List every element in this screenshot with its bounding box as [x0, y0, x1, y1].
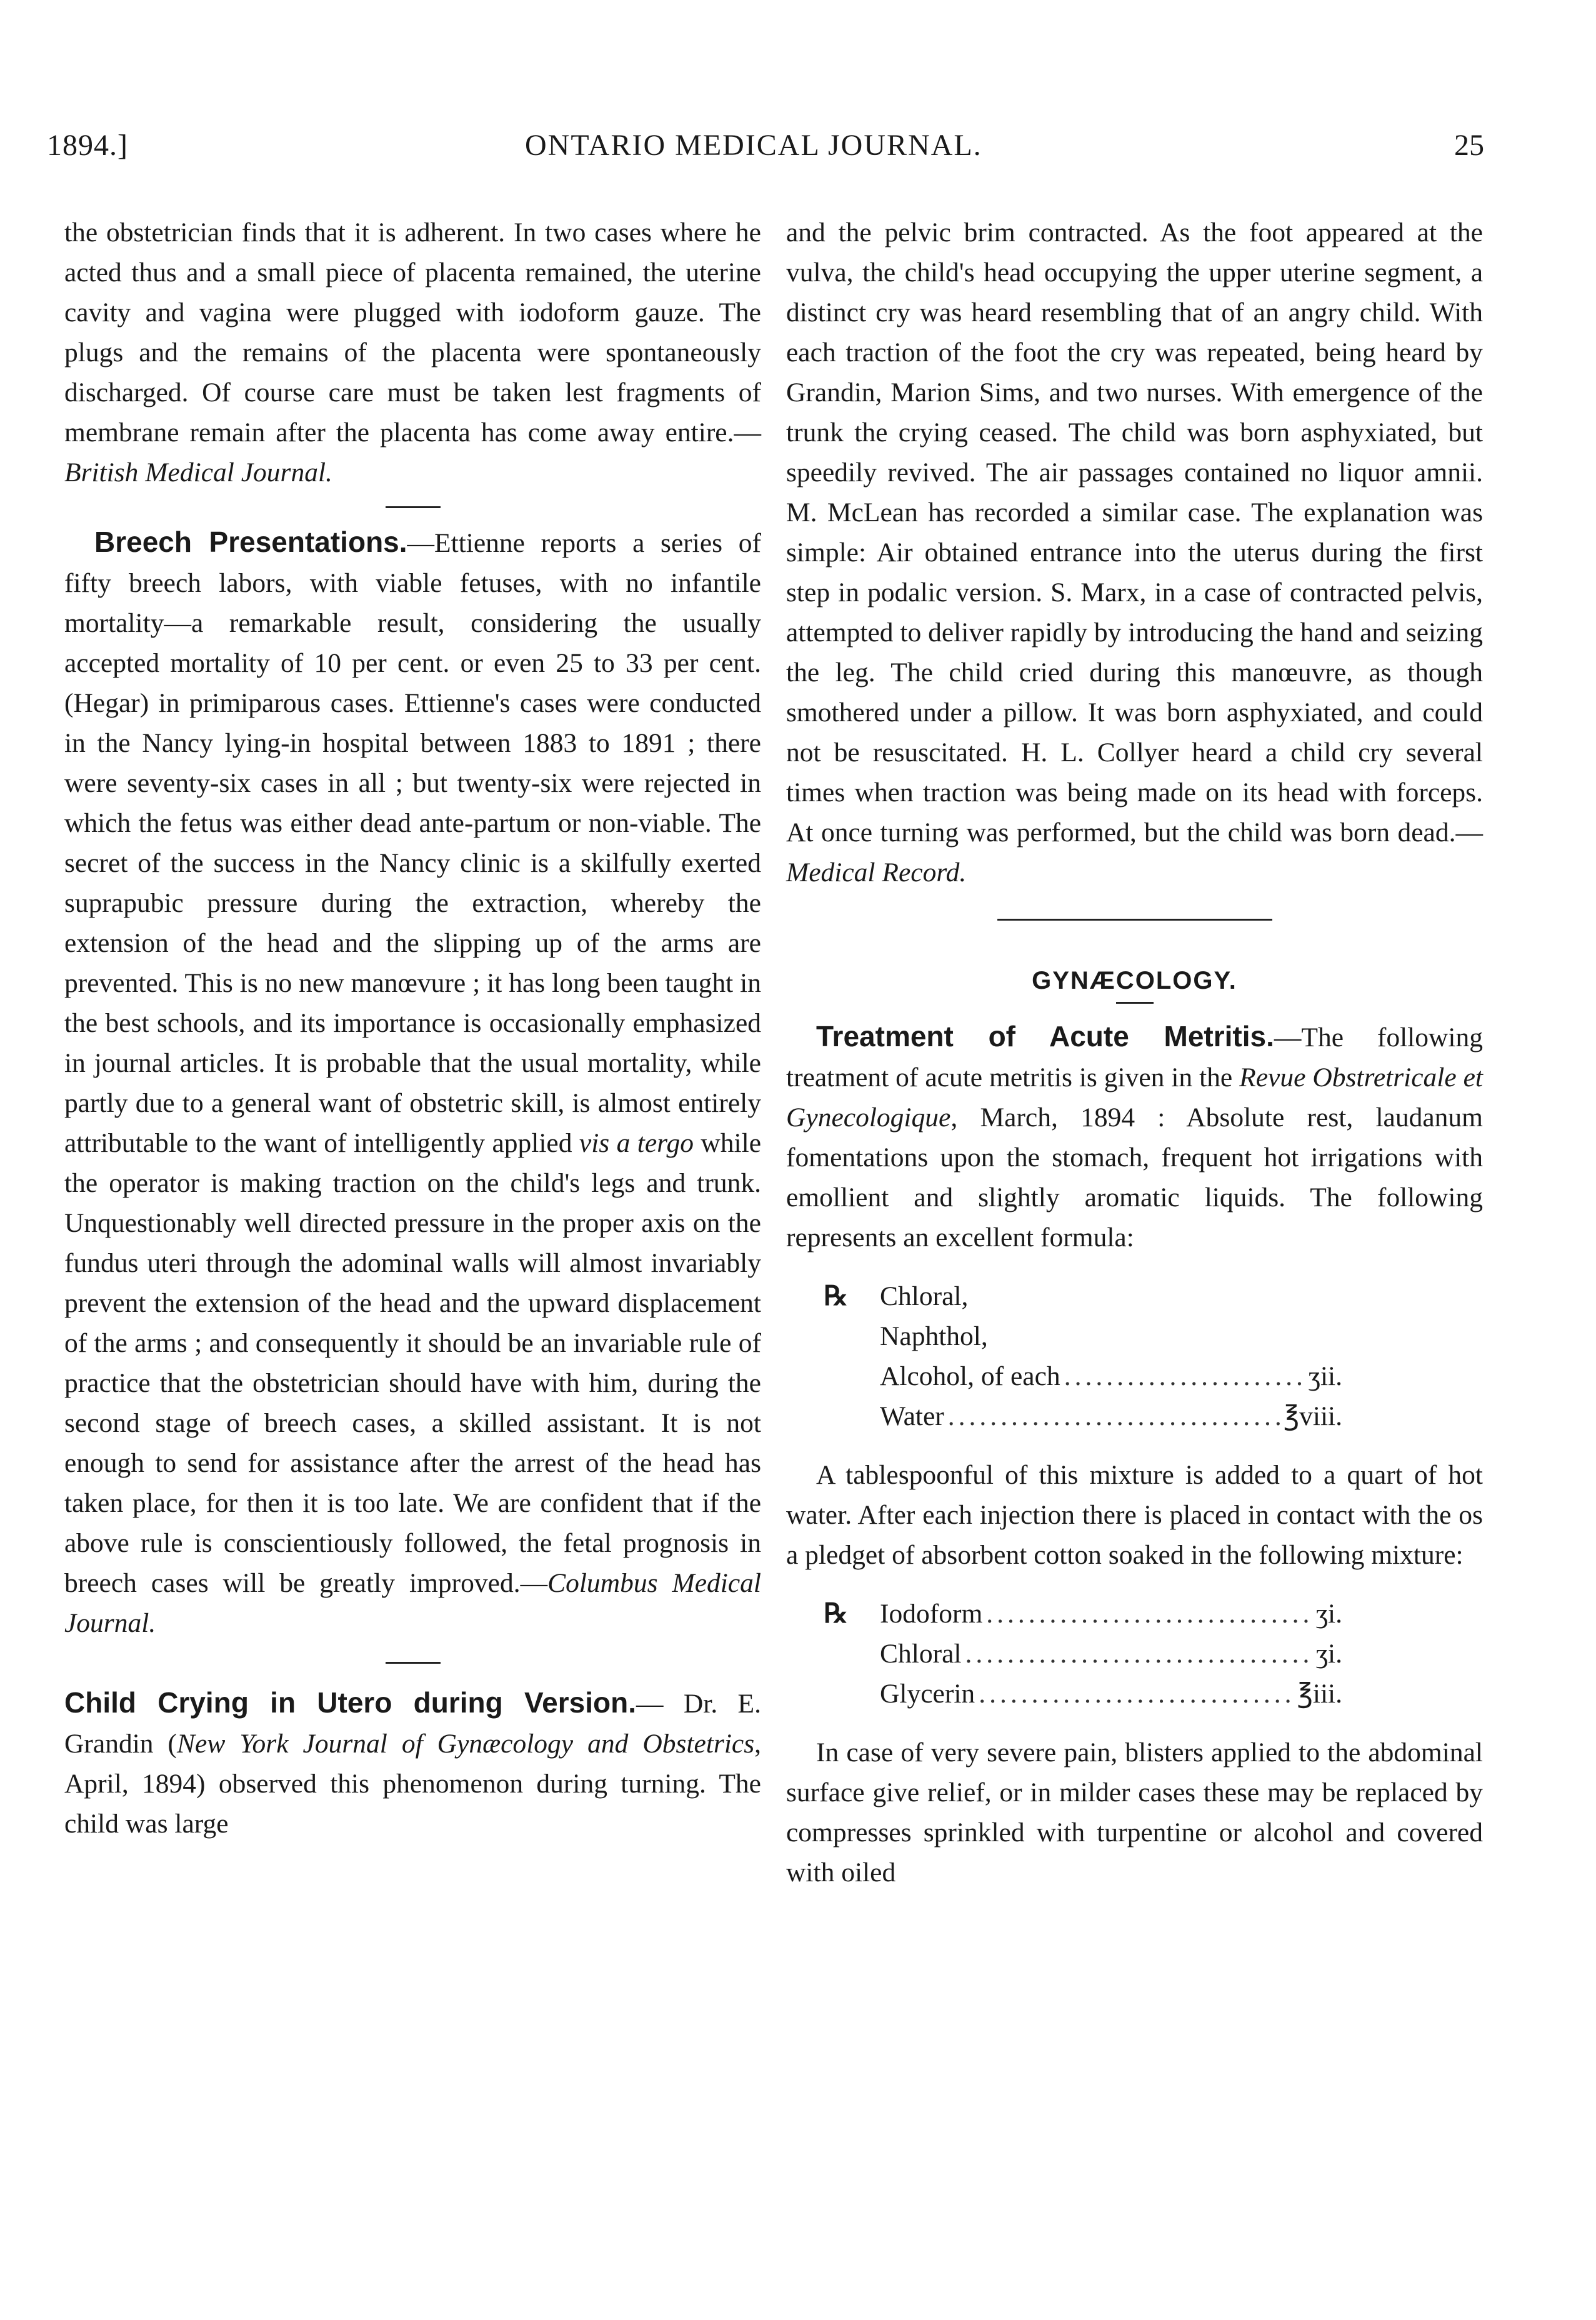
- ingredient-quantity: ʒii.: [1308, 1361, 1342, 1391]
- article-text-continued: , March, 1894 : Absolute rest, laudanum fomentations upon the stomach, frequent hot irrigations with emollient and slightly aromatic liquids. The following represents an excellent formula:: [786, 1102, 1483, 1252]
- rx-symbol: ℞: [824, 1281, 848, 1311]
- closing-paragraph: In case of very severe pain, blisters applied to the abdominal surface give relief, or in milder cases these may be replaced by compresses sprinkled with turpentine or alcohol and covered with oiled: [786, 1738, 1483, 1888]
- left-column: [64, 212, 761, 1844]
- article-continuation: [786, 212, 1483, 892]
- ingredient-quantity: ℥viii.: [1283, 1401, 1342, 1431]
- formula-row: [786, 1316, 1483, 1356]
- source-citation: British Medical Journal.: [64, 458, 332, 488]
- latin-phrase: vis a tergo: [579, 1128, 694, 1158]
- dot-leader: [965, 1634, 1312, 1674]
- formula-row: [786, 1674, 1483, 1714]
- article-text-continued: while the operator is making traction on the child's legs and trunk. Unquestionably well directed pressure in the proper axis on the fundus uteri through the adominal walls will almost invariably prevent the extension of the head and the upward displacement of the arms ; and consequently it should be an invariable rule of practice that the obstetrician should have with him, during the second stage of breech cases, a skilled assistant. It is not enough to send for assistance after the arrest of the head has taken place, for then it is too late. We are confident that if the above rule is conscientiously followed, the fetal prognosis in breech cases will be greatly improved.—: [64, 1128, 762, 1598]
- journal-title: ONTARIO MEDICAL JOURNAL.: [525, 129, 982, 162]
- dot-leader: [986, 1594, 1312, 1634]
- right-column: [786, 212, 1483, 1892]
- ingredient-name: Chloral,: [880, 1281, 969, 1311]
- article-continuation: [64, 212, 761, 492]
- article-text: —Ettienne reports a series of fifty breech labors, with viable fetuses, with no infantile mortality—a remarkable result, considering the usually accepted mortality of 10 per cent. or even 25 to 33 per cent. (Hegar) in primiparous cases. Ettienne's cases were conducted in the Nancy lying-in hospital between 1883 to 1891 ; there were seventy-six cases in all ; but twenty-six were rejected in which the fetus was either dead ante-partum or non-viable. The secret of the success in the Nancy clinic is a skilfully exerted suprapubic pressure during the extraction, whereby the extension of the head and the slipping up of the arms are prevented. This is no new manœvure ; it has long been taught in the best schools, and its importance is occasionally emphasized in journal articles. It is probable that the usual mortality, while partly due to a general want of obstetric skill, is almost entirely attributable to the want of intelligently applied: [64, 528, 761, 1158]
- section-title: GYNÆCOLOGY.: [1032, 967, 1237, 994]
- ingredient-name: Iodoform: [880, 1599, 983, 1629]
- ingredient-name: Glycerin: [880, 1679, 975, 1709]
- dot-leader: [1064, 1356, 1305, 1396]
- source-citation: Columbus Medical Journal.: [64, 1568, 762, 1638]
- formula-row: [786, 1594, 1483, 1634]
- running-header: [47, 128, 1484, 172]
- divider: [386, 1662, 441, 1664]
- article-heading: Breech Presentations.: [94, 526, 407, 558]
- article-acute-metritis: [786, 1016, 1483, 1258]
- ingredient-name: Alcohol, of each: [880, 1361, 1060, 1391]
- section-divider: [997, 919, 1272, 921]
- ingredient-quantity: ʒi.: [1315, 1599, 1342, 1629]
- formula-row: [786, 1396, 1483, 1436]
- article-breech-presentations: [64, 522, 761, 1643]
- source-citation: Medical Record.: [786, 858, 967, 888]
- article-text-continued: , April, 1894) observed this phenomenon during turning. The child was large: [64, 1729, 762, 1839]
- article-text: —The following treatment of acute metritis is given in the: [786, 1022, 1483, 1092]
- formula-row: [786, 1276, 1483, 1316]
- divider: [1116, 1002, 1154, 1004]
- continuation-text: and the pelvic brim contracted. As the foot appeared at the vulva, the child's head occupying the upper uterine segment, a distinct cry was heard resembling that of an angry child. With each traction of the foot the cry was repeated, being heard by Grandin, Marion Sims, and two nurses. With emergence of the trunk the crying ceased. The child was born asphyxiated, but speedily revived. The air passages contained no liquor amnii. M. McLean has recorded a similar case. The explanation was simple: Air obtained entrance into the uterus during the first step in podalic version. S. Marx, in a case of contracted pelvis, attempted to deliver rapidly by introducing the hand and seizing the leg. The child cried during this manœuvre, as though smothered under a pillow. It was born asphyxiated, and could not be resuscitated. H. L. Collyer heard a child cry several times when traction was being made on its head with forceps. At once turning was performed, but the child was born dead.—: [786, 218, 1483, 848]
- journal-reference: Revue Obstretricale et Gynecologique: [786, 1062, 1483, 1132]
- ingredient-name: Water: [880, 1401, 944, 1431]
- prescription-formula-2: [786, 1594, 1483, 1714]
- article-heading: Treatment of Acute Metritis.: [816, 1020, 1274, 1052]
- rx-symbol: ℞: [824, 1599, 848, 1629]
- divider: [386, 506, 441, 508]
- article-heading: Child Crying in Utero during Version.: [64, 1686, 636, 1719]
- ingredient-name: Chloral: [880, 1639, 962, 1669]
- ingredient-quantity: ʒi.: [1315, 1639, 1342, 1669]
- dot-leader: [948, 1396, 1280, 1436]
- ingredient-name: Naphthol,: [880, 1321, 988, 1351]
- continuation-text: the obstetrician finds that it is adherent. In two cases where he acted thus and a small piece of placenta remained, the uterine cavity and vagina were plugged with iodoform gauze. The plugs and the remains of the placenta were spontaneously discharged. Of course care must be taken lest fragments of membrane remain after the placenta has come away entire.—: [64, 218, 761, 448]
- article-text: — Dr. E. Grandin (: [64, 1689, 762, 1759]
- formula-row: [786, 1356, 1483, 1396]
- header-year: 1894.]: [47, 129, 128, 162]
- page-number: 25: [1454, 129, 1484, 162]
- journal-reference: New York Journal of Gynæcology and Obstetrics: [177, 1729, 755, 1759]
- ingredient-quantity: ℥iii.: [1297, 1679, 1342, 1709]
- formula-row: [786, 1634, 1483, 1674]
- prescription-formula-1: [786, 1276, 1483, 1436]
- instruction-paragraph: A tablespoonful of this mixture is added to a quart of hot water. After each injection there is placed in contact with the os a pledget of absorbent cotton soaked in the following mixture:: [786, 1460, 1483, 1570]
- article-child-crying: [64, 1682, 761, 1844]
- dot-leader: [979, 1674, 1294, 1714]
